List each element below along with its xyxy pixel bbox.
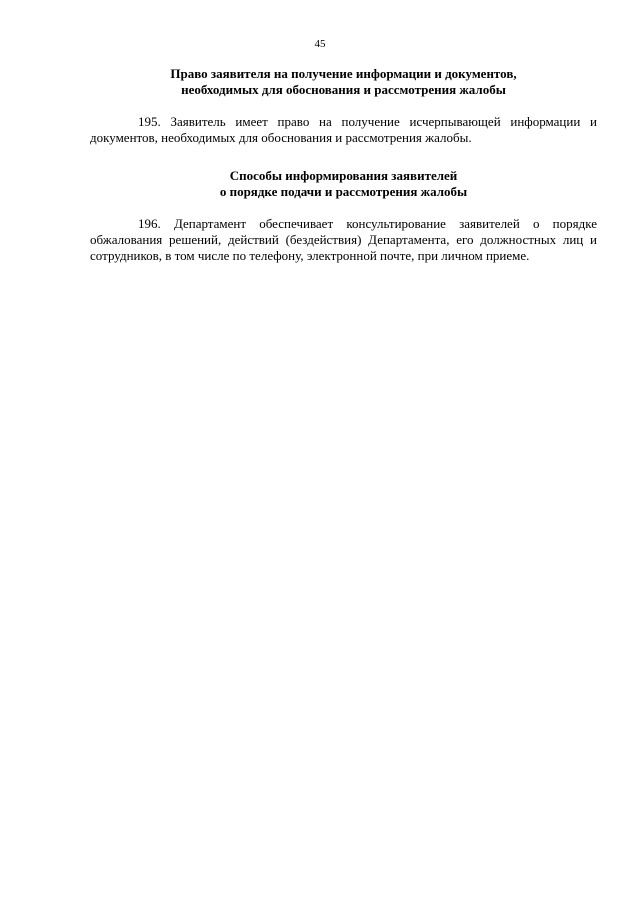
paragraph-196: 196. Департамент обеспечивает консультирование заявителей о порядке обжалования решений, действий (бездействия) Департамента, его должностных лиц и сотрудников, в том числе по телефону, электронной почте, при личном приеме.: [90, 216, 597, 263]
heading-line: о порядке подачи и рассмотрения жалобы: [219, 184, 468, 199]
section-heading-complaint-right: [90, 66, 597, 98]
heading-line: Право заявителя на получение информации и документов,: [170, 66, 517, 81]
document-body: [90, 66, 597, 264]
heading-line: Способы информирования заявителей: [229, 168, 458, 183]
section-heading-informing-methods: [90, 168, 597, 200]
heading-line: необходимых для обоснования и рассмотрения жалобы: [181, 82, 506, 97]
paragraph-195: 195. Заявитель имеет право на получение исчерпывающей информации и документов, необходимых для обоснования и рассмотрения жалобы.: [90, 114, 597, 145]
page-number: 45: [314, 38, 326, 50]
